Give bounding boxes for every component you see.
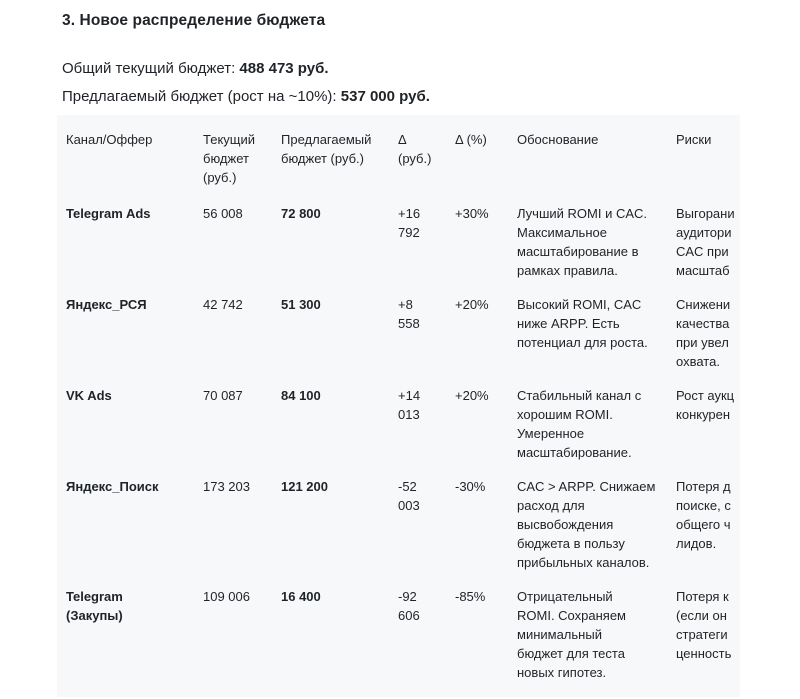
cell-line: бюджет xyxy=(203,151,249,166)
cell-line: 792 xyxy=(398,225,420,240)
cell-line: масштаб xyxy=(676,263,730,278)
cell-line: 56 008 xyxy=(203,206,243,221)
cell-header-delta_rub xyxy=(398,130,455,168)
cell-risks xyxy=(676,386,740,424)
cell-line: +20% xyxy=(455,297,489,312)
cell-line: (Закупы) xyxy=(66,608,123,623)
cell-line: Лучший ROMI и CAC. xyxy=(517,206,647,221)
cell-line: CAC при xyxy=(676,244,729,259)
cell-header-justification xyxy=(517,130,676,149)
cell-line: лидов. xyxy=(676,536,717,551)
cell-line: +20% xyxy=(455,388,489,403)
cell-line: Δ (%) xyxy=(455,132,487,147)
cell-proposed xyxy=(281,295,398,314)
cell-current xyxy=(203,477,281,496)
cell-line: 16 400 xyxy=(281,589,321,604)
cell-risks xyxy=(676,295,740,371)
cell-line: масштабирование. xyxy=(517,445,632,460)
cell-header-current xyxy=(203,130,281,187)
table-row xyxy=(66,204,740,280)
cell-line: Стабильный канал с xyxy=(517,388,642,403)
cell-line: расход для xyxy=(517,498,585,513)
cell-line: при увел xyxy=(676,335,729,350)
cell-line: конкурен xyxy=(676,407,731,422)
cell-current xyxy=(203,587,281,606)
cell-line: Потеря к xyxy=(676,589,729,604)
cell-line: 003 xyxy=(398,498,420,513)
cell-header-risks xyxy=(676,130,740,149)
cell-line: Яндекс_Поиск xyxy=(66,479,159,494)
cell-justification xyxy=(517,477,676,572)
current-budget-line xyxy=(62,55,800,83)
cell-line: Выгорани xyxy=(676,206,735,221)
cell-delta_rub xyxy=(398,204,455,242)
cell-proposed xyxy=(281,204,398,223)
cell-line: -52 xyxy=(398,479,417,494)
cell-current xyxy=(203,295,281,314)
cell-line: Обоснование xyxy=(517,132,599,147)
cell-line: (если он xyxy=(676,608,727,623)
cell-line: VK Ads xyxy=(66,388,112,403)
cell-line: бюджет (руб.) xyxy=(281,151,365,166)
cell-line: поиске, с xyxy=(676,498,731,513)
cell-line: +14 xyxy=(398,388,421,403)
cell-line: бюджета в пользу xyxy=(517,536,625,551)
cell-line: 173 203 xyxy=(203,479,250,494)
cell-line: Δ xyxy=(398,132,407,147)
cell-risks xyxy=(676,477,740,553)
cell-current xyxy=(203,204,281,223)
cell-line: Текущий xyxy=(203,132,255,147)
cell-line: +30% xyxy=(455,206,489,221)
table-body xyxy=(66,204,740,682)
cell-line: общего ч xyxy=(676,517,731,532)
cell-line: Предлагаемый xyxy=(281,132,372,147)
cell-channel xyxy=(66,587,203,625)
cell-line: минимальный xyxy=(517,627,602,642)
cell-line: 558 xyxy=(398,316,420,331)
cell-current xyxy=(203,386,281,405)
cell-delta_rub xyxy=(398,587,455,625)
table-row xyxy=(66,587,740,682)
cell-line: масштабирование в xyxy=(517,244,639,259)
cell-channel xyxy=(66,204,203,223)
document-section xyxy=(0,10,800,697)
cell-line: +16 xyxy=(398,206,421,221)
cell-line: Высокий ROMI, CAC xyxy=(517,297,642,312)
cell-line: потенциал для роста. xyxy=(517,335,648,350)
table-row xyxy=(66,386,740,462)
cell-line: аудитори xyxy=(676,225,732,240)
cell-line: 121 200 xyxy=(281,479,328,494)
cell-channel xyxy=(66,295,203,314)
cell-risks xyxy=(676,204,740,280)
cell-line: 70 087 xyxy=(203,388,243,403)
table-row xyxy=(66,295,740,371)
cell-line: Риски xyxy=(676,132,712,147)
cell-line: бюджет для теста xyxy=(517,646,625,661)
cell-line: (руб.) xyxy=(203,170,237,185)
cell-line: -85% xyxy=(455,589,486,604)
cell-line: новых гипотез. xyxy=(517,665,607,680)
cell-header-delta_pct xyxy=(455,130,517,149)
cell-delta_pct xyxy=(455,295,517,314)
cell-line: высвобождения xyxy=(517,517,614,532)
cell-line: Telegram xyxy=(66,589,123,604)
cell-line: Потеря д xyxy=(676,479,731,494)
cell-proposed xyxy=(281,477,398,496)
cell-line: +8 xyxy=(398,297,413,312)
cell-channel xyxy=(66,477,203,496)
cell-header-proposed xyxy=(281,130,398,168)
page-title: 3. Новое распределение бюджета xyxy=(62,12,326,29)
cell-channel xyxy=(66,386,203,405)
budget-table xyxy=(57,115,740,697)
cell-delta_pct xyxy=(455,587,517,606)
cell-line: качества xyxy=(676,316,730,331)
cell-line: 84 100 xyxy=(281,388,321,403)
cell-line: (руб.) xyxy=(398,151,432,166)
cell-delta_rub xyxy=(398,477,455,515)
cell-line: Максимальное xyxy=(517,225,607,240)
cell-delta_rub xyxy=(398,386,455,424)
current-budget-label: Общий текущий бюджет: xyxy=(62,60,240,77)
cell-delta_rub xyxy=(398,295,455,333)
proposed-budget-value: 537 000 руб. xyxy=(340,88,430,105)
cell-delta_pct xyxy=(455,204,517,223)
cell-line: рамках правила. xyxy=(517,263,618,278)
cell-proposed xyxy=(281,386,398,405)
cell-justification xyxy=(517,204,676,280)
cell-line: 109 006 xyxy=(203,589,250,604)
cell-justification xyxy=(517,386,676,462)
cell-line: ROMI. Сохраняем xyxy=(517,608,626,623)
cell-line: 013 xyxy=(398,407,420,422)
cell-line: Рост аукц xyxy=(676,388,735,403)
cell-line: -92 xyxy=(398,589,417,604)
table-row xyxy=(66,477,740,572)
cell-risks xyxy=(676,587,740,663)
cell-delta_pct xyxy=(455,477,517,496)
cell-line: Канал/Оффер xyxy=(66,132,153,147)
cell-line: Снижени xyxy=(676,297,731,312)
cell-proposed xyxy=(281,587,398,606)
cell-line: 72 800 xyxy=(281,206,321,221)
current-budget-value: 488 473 руб. xyxy=(239,60,329,77)
cell-line: Отрицательный xyxy=(517,589,613,604)
cell-justification xyxy=(517,295,676,352)
cell-line: стратеги xyxy=(676,627,728,642)
cell-line: Telegram Ads xyxy=(66,206,151,221)
proposed-budget-label: Предлагаемый бюджет (рост на ~10%): xyxy=(62,88,341,105)
cell-line: CAC > ARPP. Снижаем xyxy=(517,479,656,494)
cell-line: -30% xyxy=(455,479,486,494)
proposed-budget-line xyxy=(62,83,800,111)
cell-delta_pct xyxy=(455,386,517,405)
cell-line: Умеренное xyxy=(517,426,585,441)
cell-line: хорошим ROMI. xyxy=(517,407,613,422)
cell-line: 42 742 xyxy=(203,297,243,312)
cell-line: 606 xyxy=(398,608,420,623)
cell-line: Яндекс_РСЯ xyxy=(66,297,147,312)
table-header-row xyxy=(66,130,740,187)
cell-line: прибыльных каналов. xyxy=(517,555,650,570)
cell-line: 51 300 xyxy=(281,297,321,312)
cell-justification xyxy=(517,587,676,682)
cell-line: ценность xyxy=(676,646,732,661)
cell-header-channel xyxy=(66,130,203,149)
cell-line: ниже ARPP. Есть xyxy=(517,316,620,331)
cell-line: охвата. xyxy=(676,354,720,369)
